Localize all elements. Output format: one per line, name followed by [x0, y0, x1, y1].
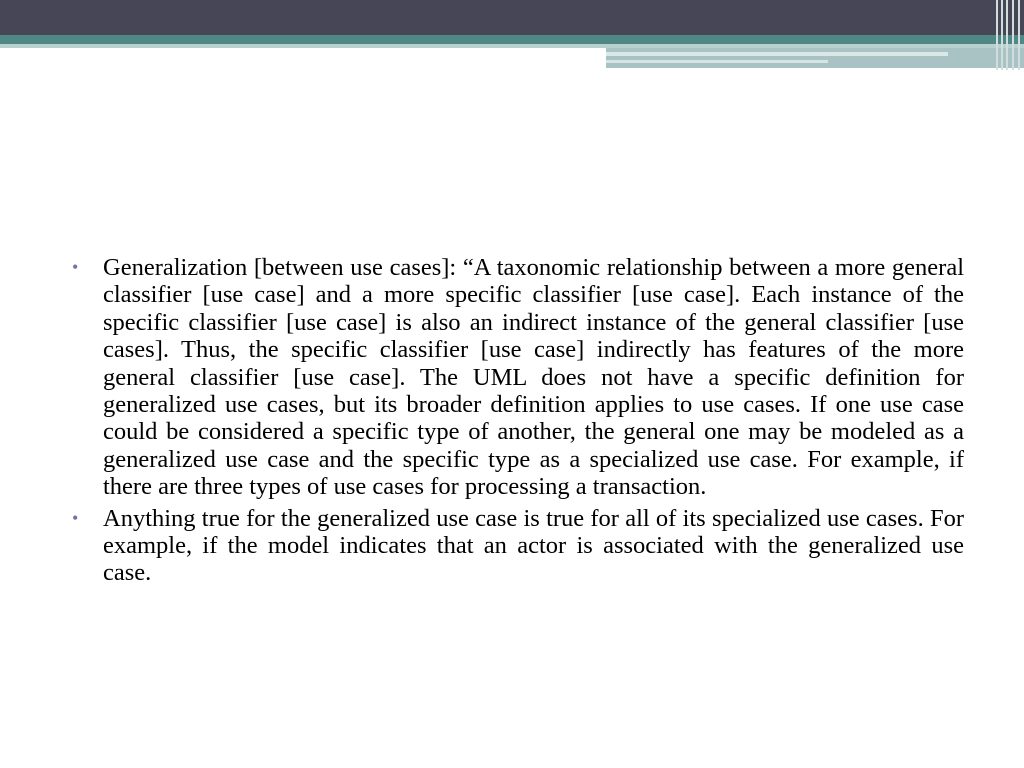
decorative-stripe	[1018, 0, 1020, 70]
decorative-stripe	[1012, 0, 1014, 70]
bullet-item-anything-true	[72, 505, 964, 587]
decorative-stripe	[1006, 0, 1008, 70]
header-decorative-stripes	[993, 0, 1024, 70]
header-right-accent-line-2	[606, 60, 828, 63]
bullet-text: Generalization [between use cases]: “A taxonomic relationship between a more general classifier [use case] and a more specific classifier [use case]. Each instance of the specific classifier [use case] is also an indirect instance of the general classifier [use cases]. Thus, the specific classifier [use case] indirectly has features of the more general classifier [use case]. The UML does not have a specific definition for generalized use cases, but its broader definition applies to use cases. If one use case could be considered a specific type of another, the general one may be modeled as a generalized use case and the specific type as a specialized use case. For example, if there are three types of use cases for processing a transaction.	[103, 254, 964, 501]
bullet-dot-icon: •	[72, 257, 79, 277]
slide-header-band	[0, 0, 1024, 70]
bullet-text: Anything true for the generalized use case is true for all of its specialized use cases. For example, if the model indicates that an actor is associated with the generalized use case.	[103, 504, 964, 587]
decorative-stripe	[996, 0, 998, 70]
header-dark-bar	[0, 0, 1024, 35]
bullet-item-generalization	[72, 254, 964, 501]
header-teal-bar	[0, 35, 1024, 44]
decorative-stripe	[1001, 0, 1003, 70]
header-right-accent-line	[606, 52, 948, 56]
header-right-accent-bar	[606, 48, 1024, 68]
bullet-dot-icon: •	[72, 507, 79, 528]
slide-body	[72, 254, 964, 591]
bullet-list	[72, 254, 964, 587]
